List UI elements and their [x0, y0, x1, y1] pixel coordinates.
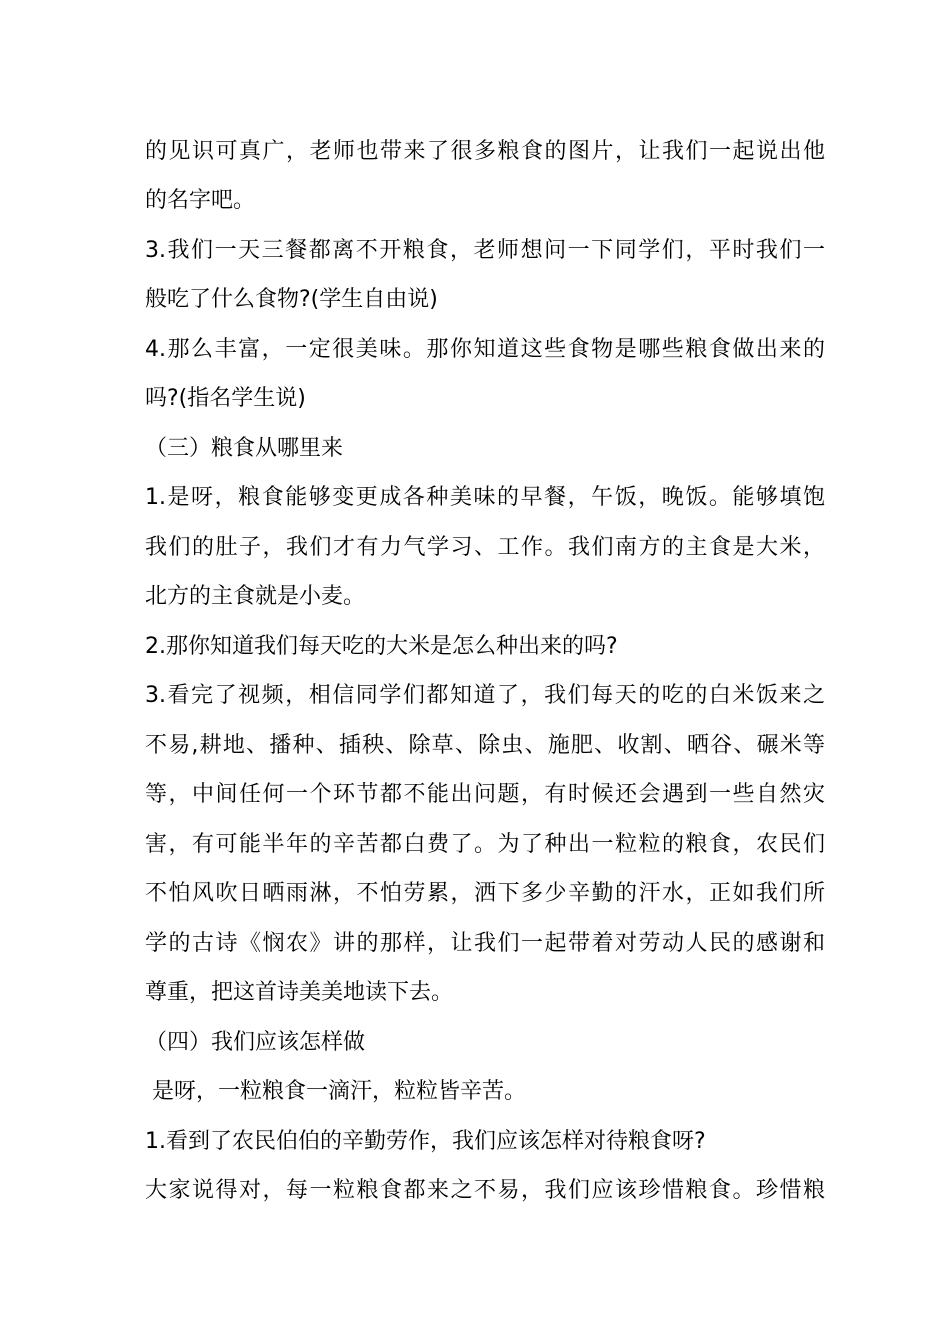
text-line-11: 2.那你知道我们每天吃的大米是怎么种出来的吗? — [145, 634, 618, 659]
text-line-3: 3.我们一天三餐都离不开粮食，老师想问一下同学们，平时我们一 — [145, 238, 825, 263]
text-line-12: 3.看完了视频，相信同学们都知道了，我们每天的吃的白米饭来之 — [145, 683, 825, 708]
text-line-9: 我们的肚子，我们才有力气学习、工作。我们南方的主食是大米， — [145, 535, 825, 560]
text-line-20: 是呀，一粒粮食一滴汗，粒粒皆辛苦。 — [145, 1079, 526, 1104]
text-line-21: 1.看到了农民伯伯的辛勤劳作，我们应该怎样对待粮食呀? — [145, 1129, 706, 1154]
text-line-10: 北方的主食就是小麦。 — [145, 584, 366, 609]
section-heading-4: （四）我们应该怎样做 — [145, 1030, 366, 1055]
text-line-17: 学的古诗《悯农》讲的那样，让我们一起带着对劳动人民的感谢和 — [145, 931, 825, 956]
section-heading-3: （三）粮食从哪里来 — [145, 436, 344, 461]
text-line-22: 大家说得对，每一粒粮食都来之不易，我们应该珍惜粮食。珍惜粮 — [145, 1178, 825, 1203]
text-line-13: 不易,耕地、播种、插秧、除草、除虫、施肥、收割、晒谷、碾米等 — [145, 733, 825, 758]
text-line-5: 4.那么丰富，一定很美味。那你知道这些食物是哪些粮食做出来的 — [145, 337, 825, 362]
text-line-6: 吗?(指名学生说) — [145, 386, 306, 411]
text-line-16: 不怕风吹日晒雨淋，不怕劳累，洒下多少辛勤的汗水，正如我们所 — [145, 881, 825, 906]
text-line-18: 尊重，把这首诗美美地读下去。 — [145, 980, 454, 1005]
text-line-1: 的见识可真广，老师也带来了很多粮食的图片，让我们一起说出他 — [145, 139, 825, 164]
text-line-14: 等，中间任何一个环节都不能出问题，有时候还会遇到一些自然灾 — [145, 782, 825, 807]
text-line-15: 害，有可能半年的辛苦都白费了。为了种出一粒粒的粮食，农民们 — [145, 832, 825, 857]
text-line-8: 1.是呀，粮食能够变更成各种美味的早餐，午饭，晚饭。能够填饱 — [145, 485, 825, 510]
text-line-2: 的名字吧。 — [145, 188, 256, 213]
text-line-4: 般吃了什么食物?(学生自由说) — [145, 287, 438, 312]
